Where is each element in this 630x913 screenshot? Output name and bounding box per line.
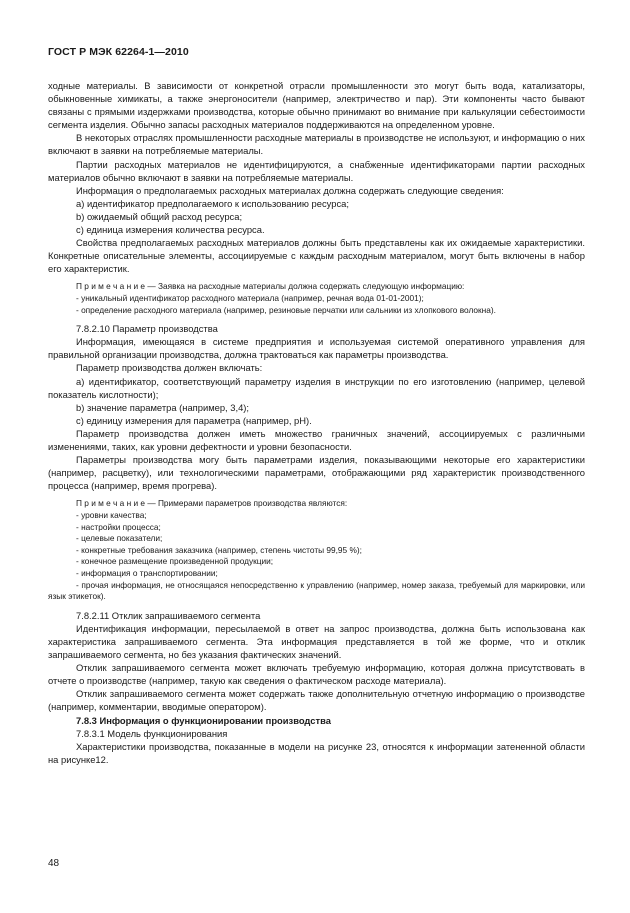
list-item: a) идентификатор, соответствующий параметру изделия в инструкции по его изготовлению (например, целевой показатель кислотности); xyxy=(48,375,585,400)
note-item: - определение расходного материала (например, резиновые перчатки или сальники из хлопкового волокна). xyxy=(76,304,496,315)
note-item: - уровни качества; xyxy=(76,510,147,520)
paragraph: Партии расходных материалов не идентифицируются, а снабженные идентификаторами партии расходных материалов обычно включают в заявки на потребляемые материалы. xyxy=(48,158,585,183)
paragraph: Параметры производства могу быть параметрами изделия, показывающими некоторые его характеристики (например, расцветку), или технологическими параметрами, отображающими ряд характеристик производственного процесса (например, время прогрева). xyxy=(48,454,585,492)
paragraph: Отклик запрашиваемого сегмента может включать требуемую информацию, которая должна присутствовать в отчете о производстве (например, такую как сведения о фактическом расходе материала). xyxy=(48,662,585,687)
section-heading: 7.8.3.1 Модель функционирования xyxy=(76,727,228,739)
note-item: - информация о транспортировании; xyxy=(76,567,218,578)
paragraph: Отклик запрашиваемого сегмента может содержать также дополнительную отчетную информацию о производстве (например, комментарии, вводимые оператором). xyxy=(48,688,585,713)
note-heading: П р и м е ч а н и е — Примерами параметров производства являются: xyxy=(76,498,348,509)
note-item: - конкретные требования заказчика (например, степень чистоты 99,95 %); xyxy=(76,544,362,555)
list-item: c) единица измерения количества ресурса. xyxy=(76,224,265,236)
note-heading: П р и м е ч а н и е — Заявка на расходные материалы должна содержать следующую информацию: xyxy=(76,281,465,292)
section-heading: 7.8.2.11 Отклик запрашиваемого сегмента xyxy=(76,609,261,621)
paragraph: Параметр производства должен включать: xyxy=(76,362,263,374)
note-item: - целевые показатели; xyxy=(76,533,163,544)
note-item: - настройки процесса; xyxy=(76,521,161,532)
note-item: - конечное размещение произведенной продукции; xyxy=(76,556,274,567)
document-header: ГОСТ Р МЭК 62264-1—2010 xyxy=(48,46,189,58)
section-heading-bold: 7.8.3 Информация о функционировании производства xyxy=(76,714,331,726)
list-item: a) идентификатор предполагаемого к использованию ресурса; xyxy=(76,197,349,209)
document-body xyxy=(48,79,585,766)
section-heading: 7.8.2.10 Параметр производства xyxy=(76,323,218,335)
list-item: b) значение параметра (например, 3,4); xyxy=(76,401,250,413)
paragraph: Характеристики производства, показанные в модели на рисунке 23, относятся к информации затененной области на рисунке12. xyxy=(48,740,585,765)
paragraph: ходные материалы. В зависимости от конкретной отрасли промышленности это могут быть вода, катализаторы, обыкновенные химикаты, а также энергоносители (например, электричество и пар). Эти компоненты часто бывают связаны с прямыми издержками производства, которые обычно принимают во внимание при калькуляции себестоимости сегмента изделия. Обычно запасы расходных материалов поддерживаются на определенном уровне. xyxy=(48,80,585,131)
note-item: - прочая информация, не относящаяся непосредственно к управлению (например, номер заказа, требуемый для маркировки, или язык этикеток). xyxy=(48,579,585,602)
paragraph: Идентификация информации, пересылаемой в ответ на запрос производства, должна быть использована как характеристика запрашиваемого сегмента. Эта информация представляется в той же форме, что и отклик запрашиваемого сегмента, но без указания фактических значений. xyxy=(48,622,585,661)
page-number: 48 xyxy=(48,858,60,869)
paragraph: Информация о предполагаемых расходных материалах должна содержать следующие сведения: xyxy=(76,184,504,196)
paragraph: Свойства предполагаемых расходных материалов должны быть представлены как их ожидаемые характеристики. Конкретные описательные элементы, ассоциируемые с каждым расходным материалом, могут быть включены в набор его характеристик. xyxy=(48,237,585,275)
paragraph: Параметр производства должен иметь множество граничных значений, ассоциируемых с различными изменениями, таких, как уровни дефектности и уровни безопасности. xyxy=(48,427,585,453)
note-item: - уникальный идентификатор расходного материала (например, речная вода 01-01-2001); xyxy=(76,293,424,303)
paragraph: В некоторых отраслях промышленности расходные материалы в производстве не используют, и информацию о них включают в заявки на потребляемые материалы. xyxy=(48,132,585,157)
list-item: c) единицу измерения для параметра (например, pH). xyxy=(76,414,312,426)
paragraph: Информация, имеющаяся в системе предприятия и используемая системой оперативного управления для правильной организации производства, должна трактоваться как параметры производства. xyxy=(48,336,585,361)
list-item: b) ожидаемый общий расход ресурса; xyxy=(76,210,243,222)
